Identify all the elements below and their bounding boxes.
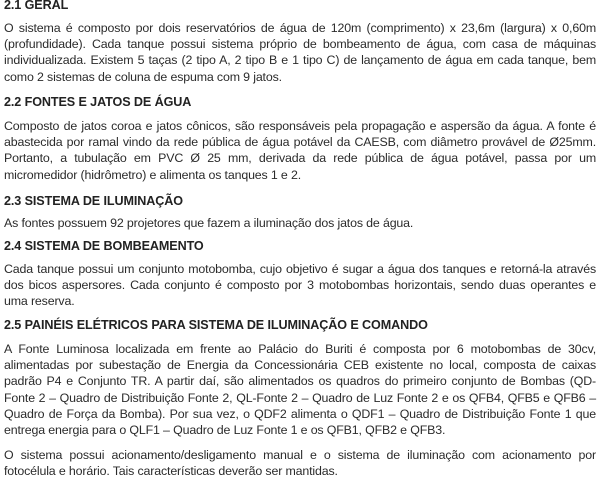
- section-body-paineis-acionamento: O sistema possui acionamento/desligamento manual e o sistema de iluminação com acionamento por fotocélula e horário. Tais características deverão ser mantidas.: [4, 448, 596, 479]
- section-title-fontes-jatos: 2.2 FONTES E JATOS DE ÁGUA: [4, 95, 192, 109]
- section-title-bombeamento: 2.4 SISTEMA DE BOMBEAMENTO: [4, 239, 204, 253]
- section-title-iluminacao: 2.3 SISTEMA DE ILUMINAÇÃO: [4, 194, 183, 208]
- section-title-paineis-eletricos: 2.5 PAINÉIS ELÉTRICOS PARA SISTEMA DE ILUMINAÇÃO E COMANDO: [4, 318, 428, 332]
- section-body-fontes-jatos: Composto de jatos coroa e jatos cônicos, são responsáveis pela propagação e aspersão da água. A fonte é abastecida por ramal vindo da rede pública de água potável da CAESB, com diâmetro provável de Ø25mm. Portanto, a tubulação em PVC Ø 25 mm, derivada da rede pública de água potável, passa por um micromedidor (hidrômetro) e alimenta os tanques 1 e 2.: [4, 119, 596, 182]
- section-title-geral: 2.1 GERAL: [4, 0, 69, 12]
- section-body-geral: O sistema é composto por dois reservatórios de água de 120m (comprimento) x 23,6m (largura) x 0,60m (profundidade). Cada tanque possui sistema próprio de bombeamento de água, com casa de máquinas individualizada. Existem 5 taças (2 tipo A, 2 tipo B e 1 tipo C) de lançamento de água em cada tanque, bem como 2 sistemas de coluna de espuma com 9 jatos.: [4, 21, 596, 84]
- section-body-iluminacao: As fontes possuem 92 projetores que fazem a iluminação dos jatos de água.: [4, 216, 414, 230]
- section-body-bombeamento: Cada tanque possui um conjunto motobomba, cujo objetivo é sugar a água dos tanques e retorná-la através dos bicos aspersores. Cada conjunto é composto por 3 motobombas horizontais, sendo duas operantes e uma reserva.: [4, 262, 596, 309]
- section-body-paineis-eletricos: A Fonte Luminosa localizada em frente ao Palácio do Buriti é composta por 6 motobombas de 30cv, alimentadas por subestação de Energia da Concessionária CEB existente no local, composta de caixas padrão P4 e Conjunto TR. A partir daí, são alimentados os quadros do primeiro conjunto de Bombas (QD-Fonte 2 – Quadro de Distribuição Fonte 2, QL-Fonte 2 – Quadro de Luz Fonte 2 e os QFB4, QFB5 e QFB6 – Quadro de Força da Bomba). Por sua vez, o QDF2 alimenta o QDF1 – Quadro de Distribuição Fonte 1 que entrega energia para o QLF1 – Quadro de Luz Fonte 1 e os QFB1, QFB2 e QFB3.: [4, 342, 596, 438]
